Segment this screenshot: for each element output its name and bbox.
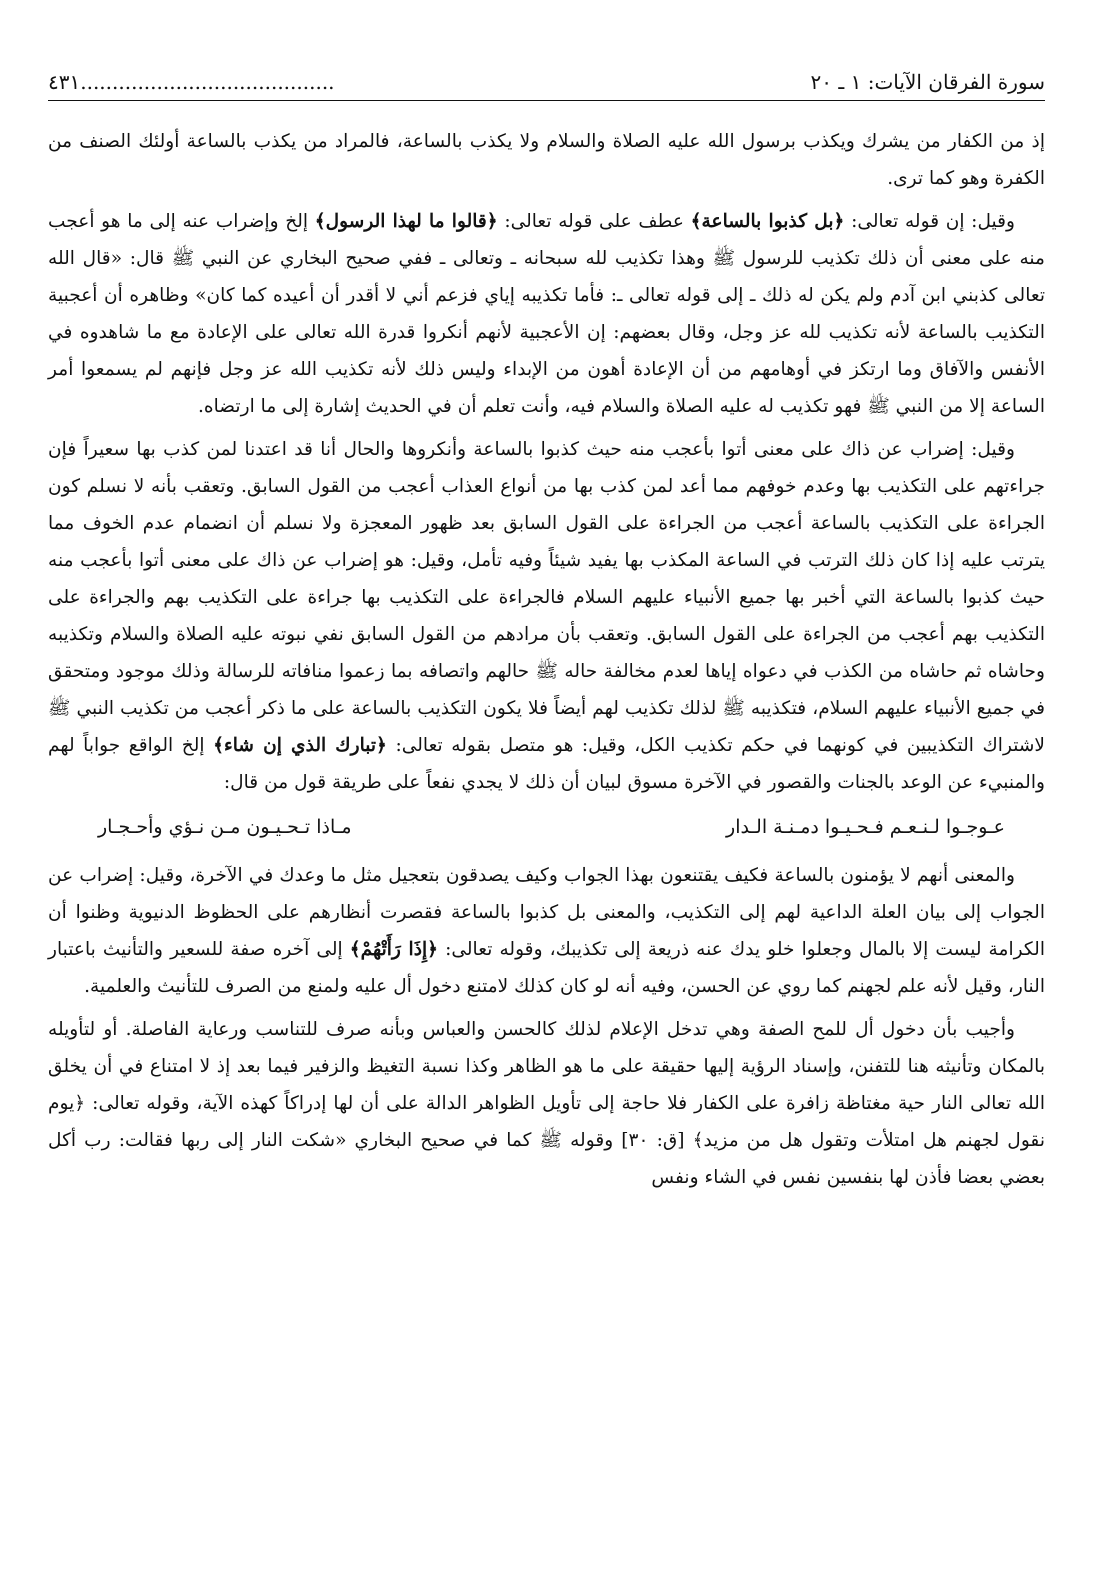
text-segment: إلى آخره صفة للسعير والتأنيث باعتبار النار، وقيل لأنه علم لجهنم كما روي عن الحسن، وفيه أنه لو كان كذلك لامتنع دخول أل عليه ولمنع من الصرف للتأنيث والعلمية.	[48, 939, 1045, 997]
quran-quote: ﴿قالوا ما لهذا الرسول﴾	[314, 211, 498, 232]
text-segment: وقيل: إن قوله تعالى:	[844, 211, 1016, 232]
text-segment: وأجيب بأن دخول أل للمح الصفة وهي تدخل الإعلام لذلك كالحسن والعباس وبأنه صرف للتناسب ورعاية الفاصلة. أو لتأويله بالمكان وتأنيثه هنا للتفنن، وإسناد الرؤية إليها حقيقة على ما هو الظاهر وكذا نسبة التغيظ والزفير فيما بعد إذ لا امتناع في أن يخلق الله تعالى النار حية مغتاظة زافرة على الكفار فلا حاجة إلى تأويل الظواهر الدالة على أن لها إدراكاً كهذه الآية، وقوله تعالى: ﴿يوم نقول لجهنم هل امتلأت وتقول هل من مزيد﴾ [ق: ٣٠] وقوله ﷺ كما في صحيح البخاري «شكت النار إلى ربها فقالت: رب أكل بعضي بعضا فأذن لها بنفسين نفس في الشاء ونفس	[48, 1019, 1046, 1188]
text-segment: إلخ وإضراب عنه إلى ما هو أعجب منه على معنى أن ذلك تكذيب للرسول ﷺ وهذا تكذيب لله سبحانه ـ وتعالى ـ ففي صحيح البخاري عن النبي ﷺ قال: «قال الله تعالى كذبني ابن آدم ولم يكن له ذلك ـ إلى قوله تعالى ـ: فأما تكذيبه إياي فزعم أني لا أقدر أن أعيده كما كان» وظاهره أن أعجبية التكذيب بالساعة لأنه تكذيب لله عز وجل، وقال بعضهم: إن الأعجبية لأنهم أنكروا قدرة الله تعالى على الإعادة مع ما شاهدوه في الأنفس والآفاق وما ارتكز في أوهامهم من أن الإعادة أهون من الإبداء وليس ذلك لأنه تكذيب الله عز وجل فإنهم لم يسمعوا أمر الساعة إلا من النبي ﷺ فهو تكذيب له عليه الصلاة والسلام فيه، وأنت تعلم أن في الحديث إشارة إلى ما ارتضاه.	[48, 211, 1045, 417]
text-segment: إذ من الكفار من يشرك ويكذب برسول الله عليه الصلاة والسلام ولا يكذب بالساعة، فالمراد من يكذب بالساعة أولئك الصنف من الكفرة وهو كما ترى.	[48, 131, 1045, 189]
page-body	[48, 123, 1045, 1196]
verse-hemistich-2: مـاذا تـحـيـون مـن نـؤي وأحـجـار	[98, 816, 352, 838]
paragraph	[48, 431, 1045, 801]
text-segment: وقيل: إضراب عن ذاك على معنى أتوا بأعجب منه حيث كذبوا بالساعة وأنكروها والحال أنا قد اعتدنا لمن كذب بها سعيراً فإن جراءتهم على التكذيب بها وعدم خوفهم مما أعد لمن كذب بها من أنواع العذاب أعجب من القول السابق. وتعقب بأنه لا نسلم كون الجراءة على التكذيب بالساعة أعجب من الجراءة على القول السابق بعد ظهور المعجزة ولا نسلم أن انضمام عدم الخوف مما يترتب عليه إذا كان ذلك الترتب في الساعة المكذب بها يفيد شيئاً وفيه تأمل، وقيل: هو إضراب عن ذاك على معنى أتوا بأعجب منه حيث كذبوا بالساعة التي أخبر بها جميع الأنبياء عليهم السلام فالجراءة على التكذيب بها جراءة على التكذيب بهم والجراءة على التكذيب بهم أعجب من الجراءة على القول السابق. وتعقب بأن مرادهم من القول السابق نفي نبوته عليه الصلاة والسلام وتكذيبه وحاشاه ثم حاشاه من الكذب في دعواه إياها لعدم مخالفة حاله ﷺ حالهم واتصافه بما زعموا منافاته للرسالة وذلك موجود ومتحقق في جميع الأنبياء عليهم السلام، فتكذيبه ﷺ لذلك تكذيب لهم أيضاً فلا يكون التكذيب بالساعة على ما ذكر أعجب من تكذيب النبي ﷺ لاشتراك التكذيبين في كونهما في حكم تكذيب الكل، وقيل: هو متصل بقوله تعالى:	[48, 439, 1045, 756]
text-segment: عطف على قوله تعالى:	[497, 211, 691, 232]
header-title: سورة الفرقان الآيات: ١ ـ ٢٠	[810, 70, 1045, 94]
paragraph	[48, 1011, 1045, 1196]
paragraph	[48, 203, 1045, 425]
quran-quote: ﴿تبارك الذي إن شاء﴾	[213, 735, 387, 756]
text-segment: والمعنى أنهم لا يؤمنون بالساعة فكيف يقتنعون بهذا الجواب وكيف يصدقون بتعجيل مثل ما وعدك في الآخرة، وقيل: إضراب عن الجواب إلى بيان العلة الداعية لهم إلى التكذيب، والمعنى بل كذبوا بالساعة فقصرت أنظارهم على الحظوظ الدنيوية وظنوا أن الكرامة ليست إلا بالمال وجعلوا خلو يدك عنه ذريعة إلى تكذيبك، وقوله تعالى:	[48, 865, 1046, 960]
quran-quote: ﴿بل كذبوا بالساعة﴾	[690, 211, 845, 232]
verse-hemistich-1: عـوجـوا لـنـعـم فـحـيـوا دمـنـة الـدار	[726, 816, 1005, 838]
paragraph	[48, 857, 1045, 1005]
running-header	[48, 70, 1045, 101]
paragraphs-after-verse	[48, 857, 1045, 1196]
page-number: ........................................٤٣١	[48, 70, 335, 94]
paragraphs-before-verse	[48, 123, 1045, 801]
text-segment: إلخ الواقع جواباً لهم والمنبيء عن الوعد بالجنات والقصور في الآخرة مسوق لبيان أن ذلك لا يجدي نفعاً على طريقة قول من قال:	[48, 735, 1045, 793]
poetry-verse	[48, 807, 1045, 847]
quran-quote: ﴿إِذَا رَأَتْهُمْ﴾	[349, 939, 439, 960]
paragraph	[48, 123, 1045, 197]
